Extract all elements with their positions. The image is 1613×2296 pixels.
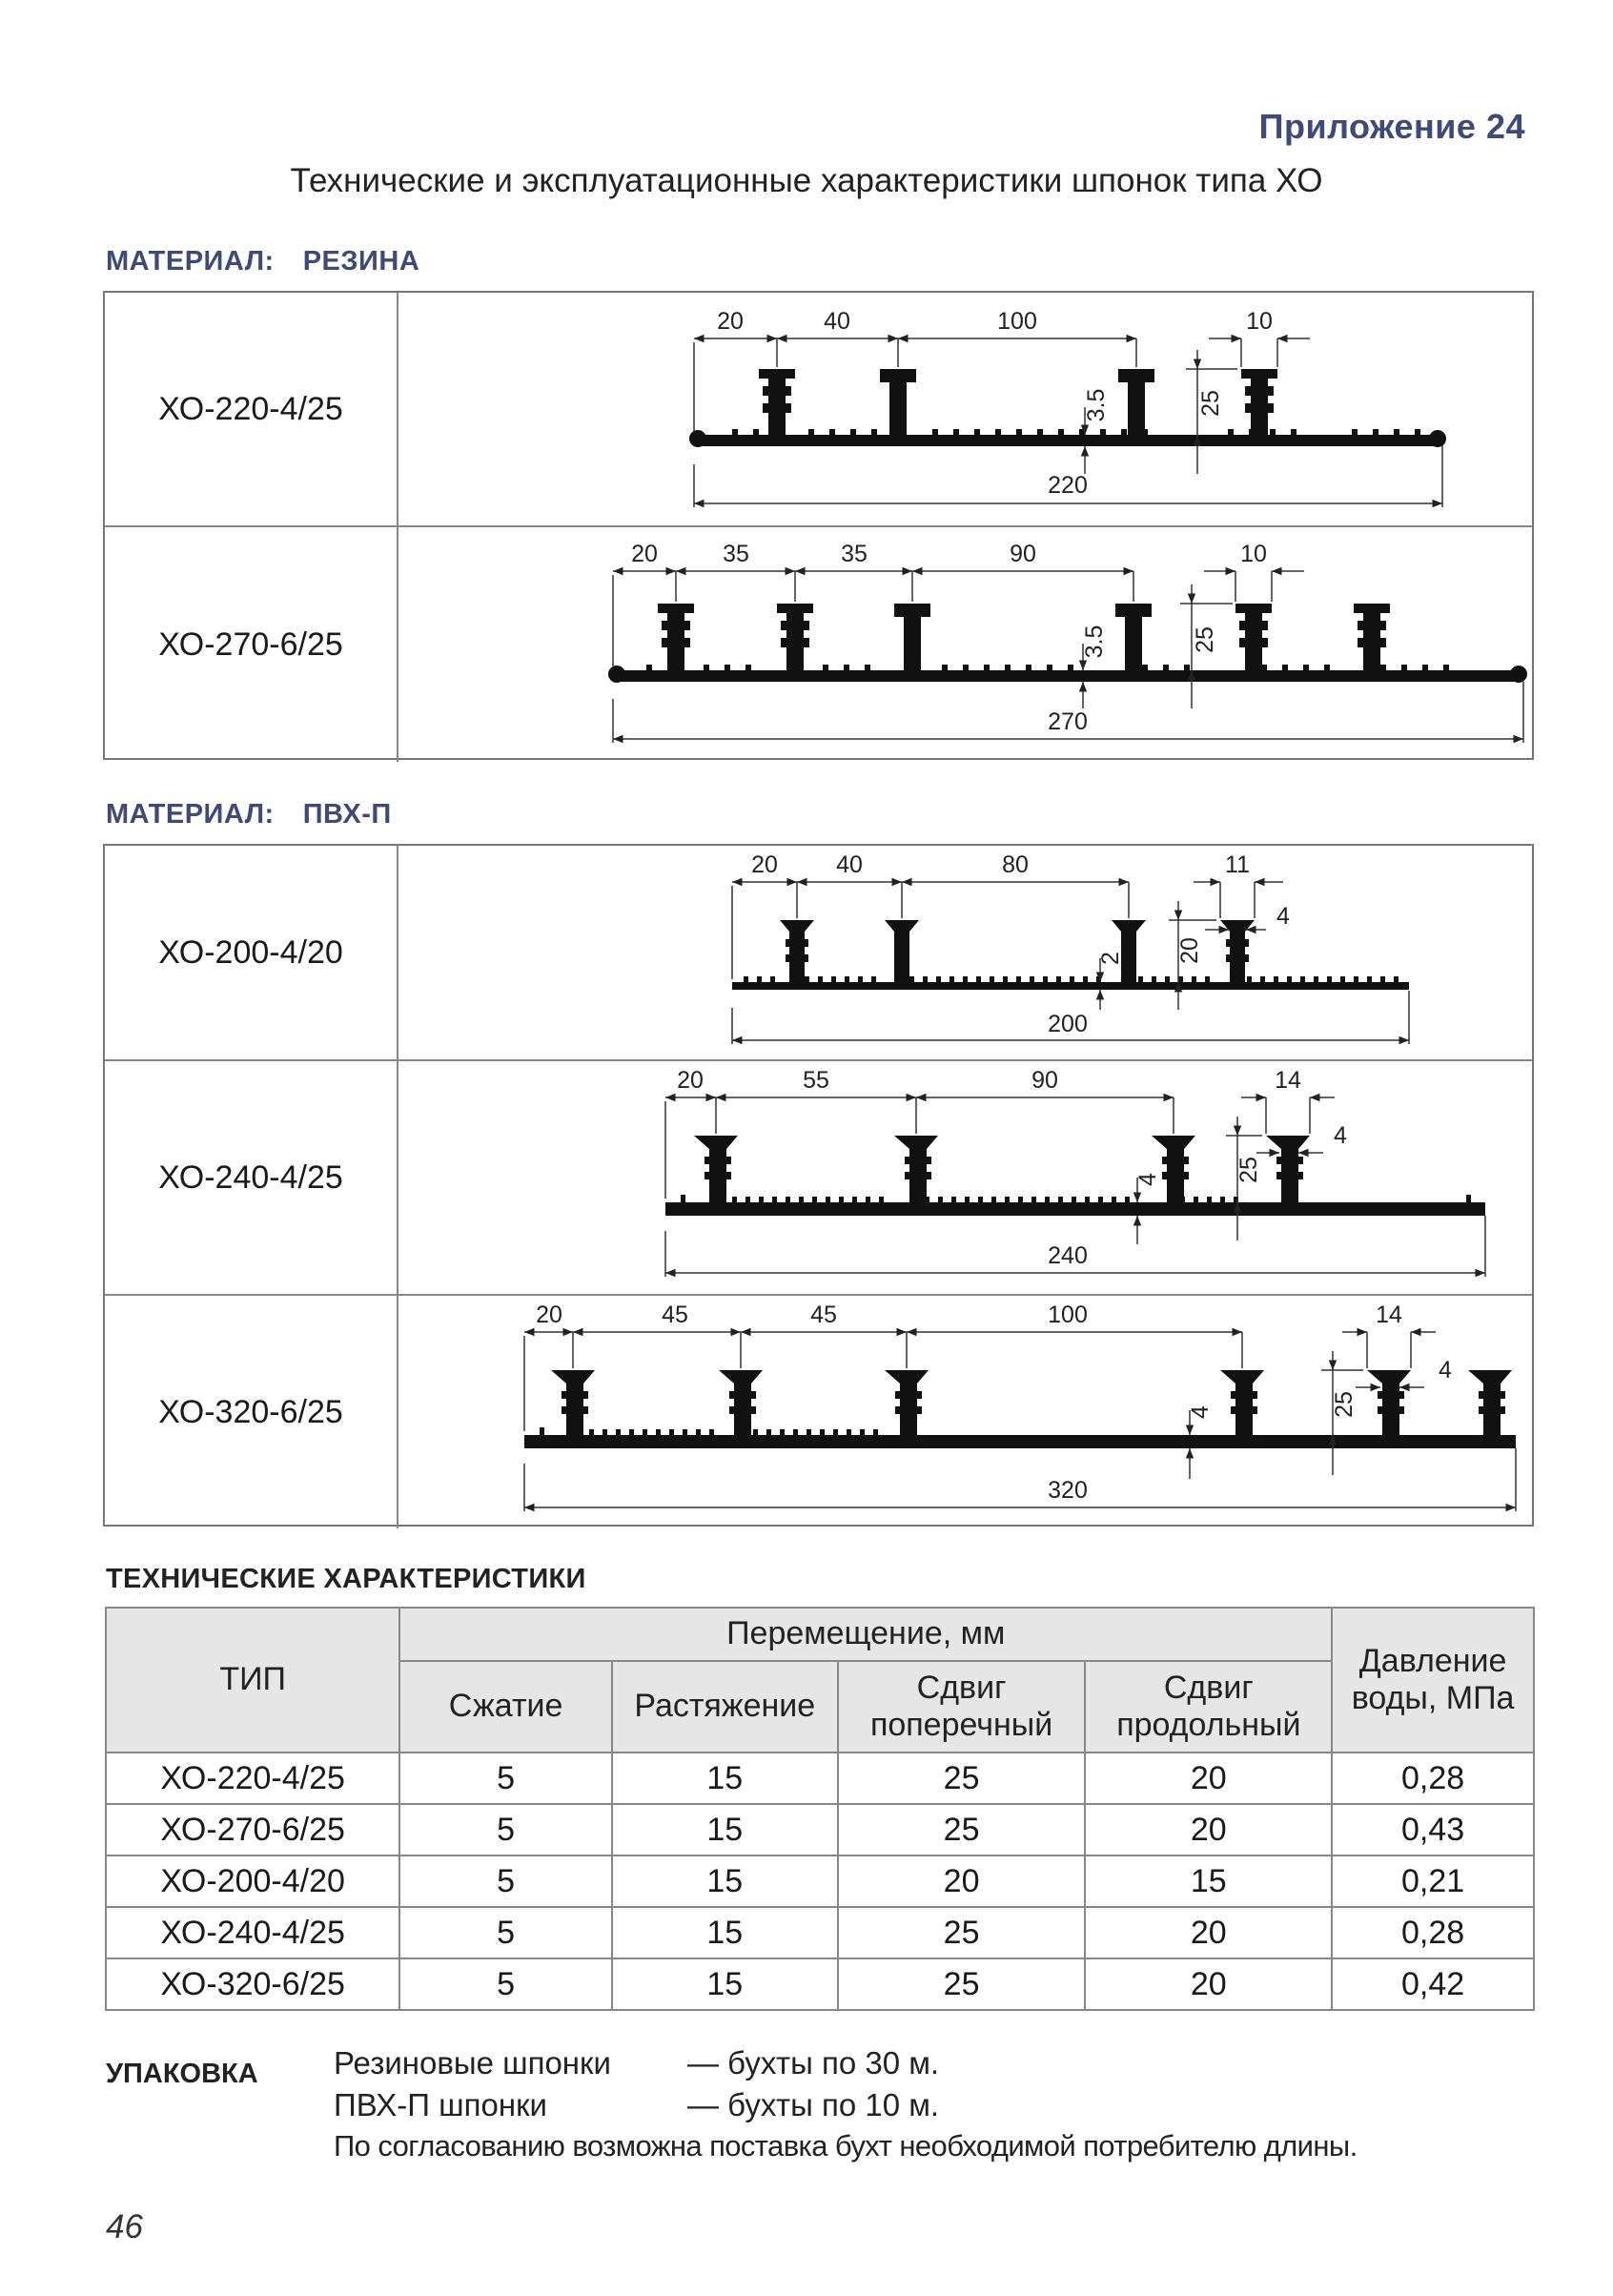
table-cell: 25 [838,1907,1086,1958]
dim-ridge: 10 [1246,308,1273,335]
table-cell: 15 [612,1907,838,1958]
profile-name: ХО-270-6/25 [105,527,398,762]
dim-thickness: 2 [1097,952,1124,965]
dim-total: 320 [1048,1477,1088,1504]
header-pressure: Давление воды, МПа [1332,1608,1534,1753]
table-row [106,1958,1534,2010]
table-cell: 0,43 [1332,1804,1534,1855]
table-cell: 25 [838,1753,1086,1804]
dim-total: 270 [1048,708,1088,735]
dim-stem: 4 [1439,1357,1452,1384]
header-stretch: Растяжение [612,1661,838,1753]
table-cell: 5 [399,1753,612,1804]
packaging-note: По согласованию возможна поставка бухт необходимой потребителю длины. [334,2129,1358,2163]
cell-type: ХО-220-4/25 [106,1753,399,1804]
dim-gap: 35 [841,541,868,567]
cell-type: ХО-320-6/25 [106,1958,399,2010]
profile-drawing [398,527,1532,762]
dim-edge: 20 [677,1067,704,1094]
header-movement: Перемещение, мм [399,1608,1332,1661]
dim-gap: 90 [1031,1067,1058,1094]
profile-row [105,293,1532,525]
dim-total: 200 [1048,1011,1088,1037]
table-cell: 20 [1085,1958,1332,2010]
table-cell: 0,21 [1332,1855,1534,1907]
table-cell: 5 [399,1907,612,1958]
table-cell: 15 [612,1958,838,2010]
dim-height: 25 [1235,1157,1262,1183]
material-label: МАТЕРИАЛ: [106,246,275,277]
table-cell: 5 [399,1958,612,2010]
table-cell: 20 [838,1855,1086,1907]
table-cell: 5 [399,1804,612,1855]
table-row [106,1907,1534,1958]
dim-gap: 90 [1010,541,1036,567]
dim-gap: 80 [1002,851,1029,878]
dim-thickness: 3.5 [1081,625,1108,659]
dim-edge: 20 [536,1302,562,1328]
profile-name: ХО-320-6/25 [105,1296,398,1528]
dim-total: 240 [1048,1242,1088,1269]
cell-type: ХО-270-6/25 [106,1804,399,1855]
tech-table [105,1607,1535,2011]
packaging-rubber: Резиновые шпонки [334,2045,611,2081]
dim-thickness: 4 [1187,1405,1214,1419]
dim-edge: 20 [631,541,658,567]
table-cell: 0,28 [1332,1907,1534,1958]
dim-gap: 100 [1048,1302,1088,1328]
table-row [106,1804,1534,1855]
profile-name: ХО-200-4/20 [105,846,398,1059]
cell-type: ХО-240-4/25 [106,1907,399,1958]
dim-height: 25 [1192,626,1218,653]
profile-row [105,846,1532,1059]
profile-drawing [398,1061,1532,1294]
dim-stem: 4 [1334,1122,1347,1149]
table-cell: 25 [838,1958,1086,2010]
profile-row [105,1294,1532,1528]
table-cell: 5 [399,1855,612,1907]
packaging-label: УПАКОВКА [106,2059,258,2089]
table-cell: 20 [1085,1907,1332,1958]
table-cell: 20 [1085,1753,1332,1804]
dim-ridge: 14 [1275,1067,1301,1094]
dim-ridge: 11 [1225,851,1250,878]
material-heading-rubber [106,246,419,277]
profile-row [105,1059,1532,1294]
packaging-pvc: ПВХ-П шпонки [334,2087,547,2122]
material-label: МАТЕРИАЛ: [106,799,275,830]
dim-gap: 45 [662,1302,688,1328]
packaging-pvc-coils: — бухты по 10 м. [687,2087,940,2122]
table-cell: 25 [838,1804,1086,1855]
table-cell: 0,42 [1332,1958,1534,2010]
appendix-label: Приложение 24 [1258,107,1525,146]
dim-gap: 100 [997,308,1037,335]
header-compression: Сжатие [399,1661,612,1753]
tech-heading: ТЕХНИЧЕСКИЕ ХАРАКТЕРИСТИКИ [106,1564,586,1594]
header-shift-cross: Сдвиг поперечный [838,1661,1086,1753]
document-title: Технические и эксплуатационные характеристики шпонок типа ХО [290,162,1323,199]
table-cell: 15 [1085,1855,1332,1907]
packaging-rubber-coils: — бухты по 30 м. [687,2045,940,2081]
profile-row [105,525,1532,762]
dim-edge: 20 [717,308,744,335]
profile-table-rubber [103,291,1534,760]
profile-name: ХО-240-4/25 [105,1061,398,1294]
profile-name: ХО-220-4/25 [105,293,398,525]
profile-drawing [398,846,1532,1059]
dim-ridge: 14 [1376,1302,1402,1328]
material-heading-pvc [106,799,392,830]
dim-height: 25 [1197,390,1224,417]
table-cell: 20 [1085,1804,1332,1855]
table-cell: 15 [612,1855,838,1907]
header-shift-long: Сдвиг продольный [1085,1661,1332,1753]
material-value: ПВХ-П [302,799,392,830]
dim-gap: 40 [836,851,863,878]
table-cell: 0,28 [1332,1753,1534,1804]
dim-gap: 35 [723,541,749,567]
table-row [106,1753,1534,1804]
cell-type: ХО-200-4/20 [106,1855,399,1907]
dim-gap: 55 [803,1067,829,1094]
dim-ridge: 10 [1240,541,1267,567]
dim-gap: 40 [824,308,850,335]
profile-drawing [398,1296,1532,1528]
page-number: 46 [106,2208,143,2245]
profile-drawing [398,293,1532,525]
table-row [106,1855,1534,1907]
dim-total: 220 [1048,472,1088,499]
dim-gap: 45 [810,1302,837,1328]
dim-thickness: 4 [1134,1173,1161,1186]
dim-stem: 4 [1276,903,1290,930]
dim-thickness: 3.5 [1083,388,1110,422]
material-value: РЕЗИНА [302,246,420,277]
header-type: ТИП [106,1608,399,1753]
dim-edge: 20 [751,851,778,878]
dim-height: 25 [1331,1391,1358,1418]
table-cell: 15 [612,1753,838,1804]
profile-table-pvc [103,844,1534,1527]
table-cell: 15 [612,1804,838,1855]
dim-height: 20 [1176,937,1203,964]
